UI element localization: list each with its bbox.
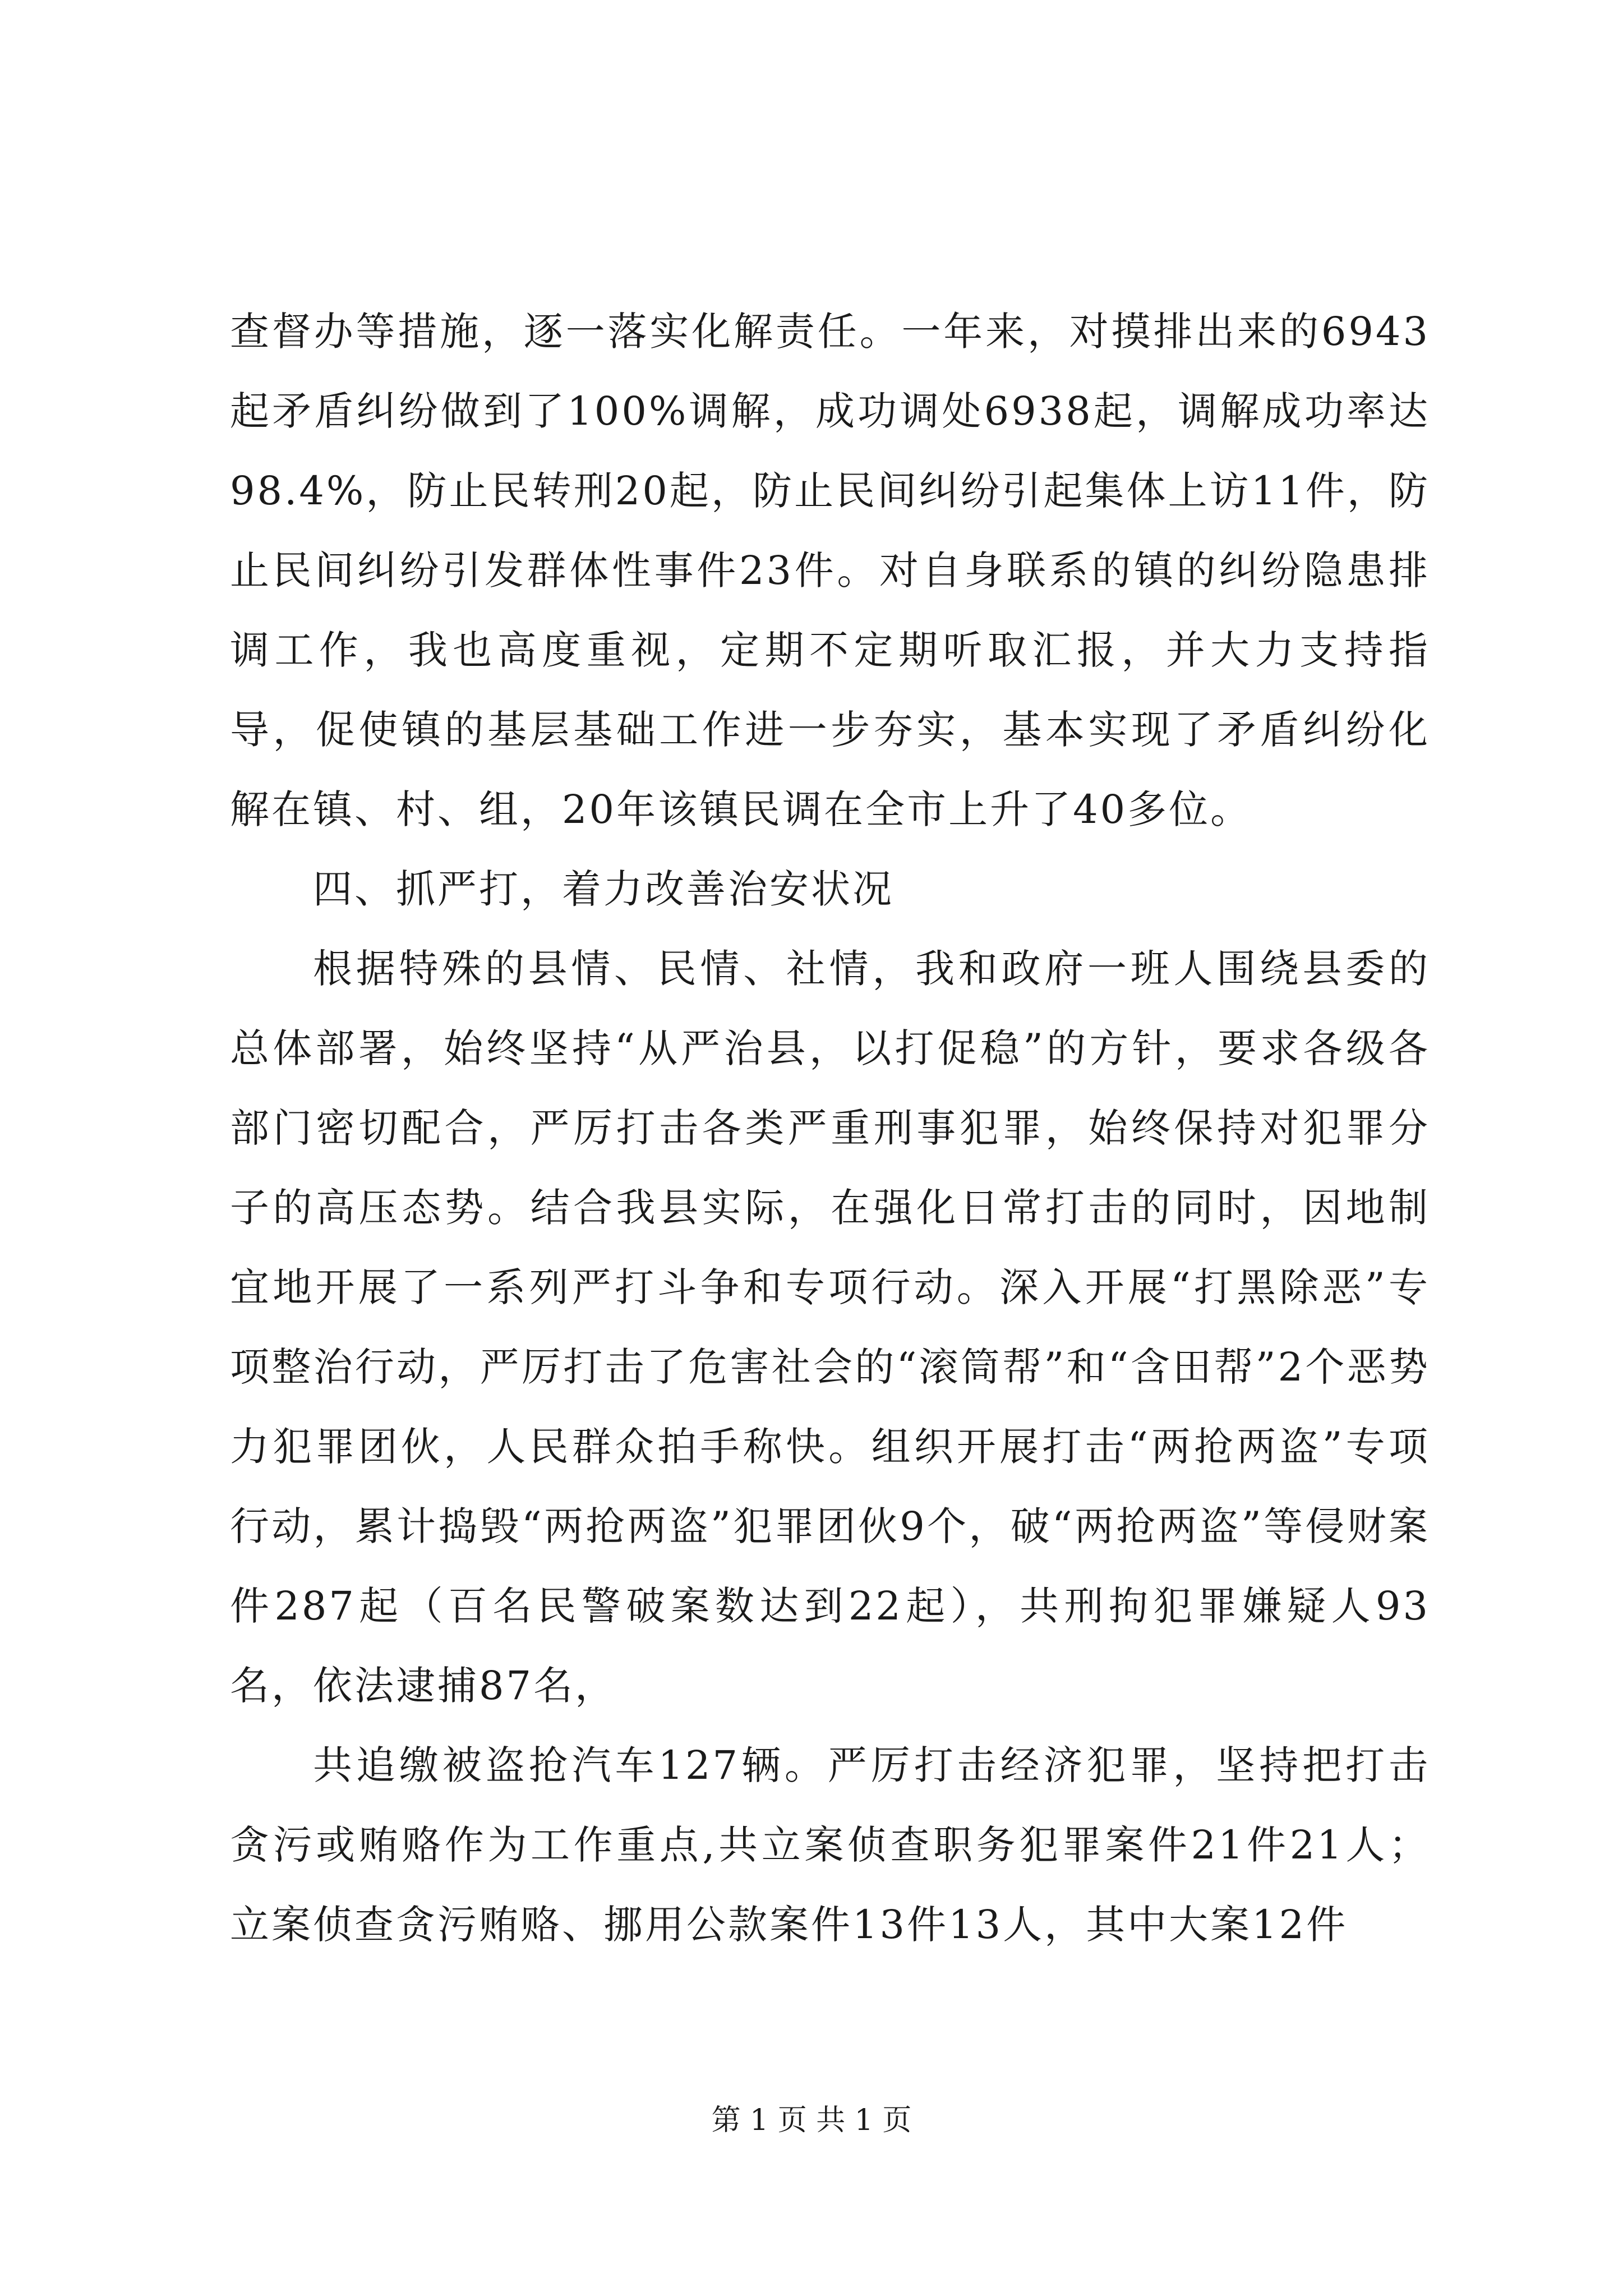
section-heading-crackdown: 四、抓严打，着力改善治安状况 <box>313 866 894 912</box>
page-footer: 第 1 页 共 1 页 <box>711 2104 912 2137</box>
paragraph-mediation-results: 查督办等措施，逐一落实化解责任。一年来，对摸排出来的6943起矛盾纠纷做到了100%调解，成功调处6938起，调解成功率达98.4%，防止民转刑20起，防止民间纠纷引起集体上访11件，防止民间纠纷引发群体性事件23件。对自身联系的镇的纠纷隐患排调工作，我也高度重视，定期不定期听取汇报，并大力支持指导，促使镇的基层基础工作进一步夯实，基本实现了矛盾纠纷化解在镇、村、组，20年该镇民调在全市上升了40多位。 <box>230 309 1430 832</box>
paragraph-crackdown-actions: 根据特殊的县情、民情、社情，我和政府一班人围绕县委的总体部署，始终坚持“从严治县，以打促稳”的方针，要求各级各部门密切配合，严厉打击各类严重刑事犯罪，始终保持对犯罪分子的高压态势。结合我县实际，在强化日常打击的同时，因地制宜地开展了一系列严打斗争和专项行动。深入开展“打黑除恶”专项整治行动，严厉打击了危害社会的“滚筒帮”和“含田帮”2个恶势力犯罪团伙，人民群众拍手称快。组织开展打击“两抢两盗”专项行动，累计捣毁“两抢两盗”犯罪团伙9个，破“两抢两盗”等侵财案件287起（百名民警破案数达到22起），共刑拘犯罪嫌疑人93名，依法逮捕87名， <box>230 946 1430 1709</box>
paragraph-economic-crime: 共追缴被盗抢汽车127辆。严厉打击经济犯罪，坚持把打击贪污或贿赂作为工作重点,共立案侦查职务犯罪案件21件21人；立案侦查贪污贿赂、挪用公款案件13件13人，其中大案12件 <box>230 1742 1430 1948</box>
document-body <box>230 292 1430 1964</box>
